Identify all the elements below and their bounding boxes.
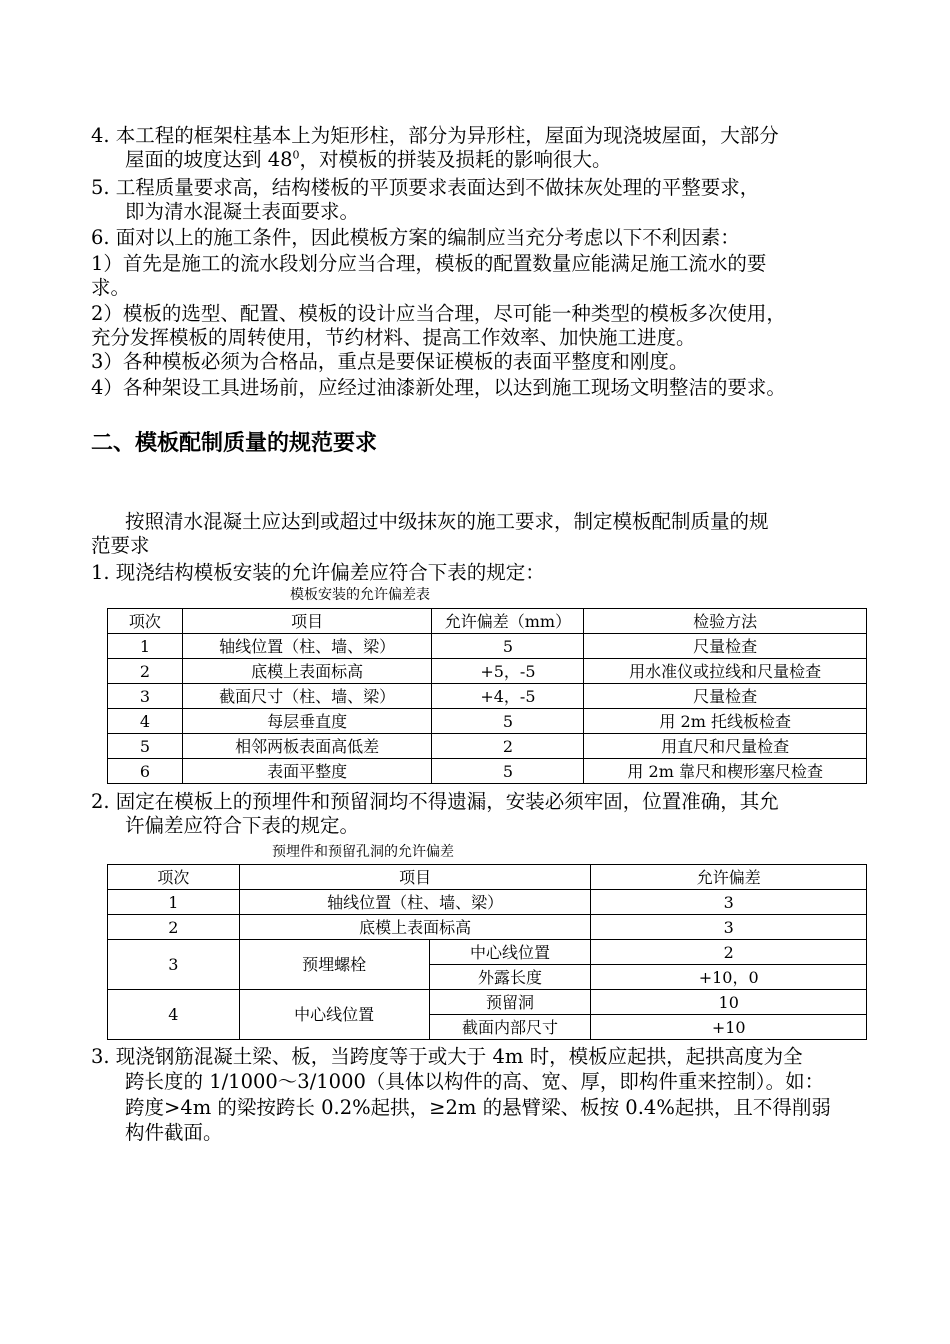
table-1-caption: 模板安装的允许偏差表 <box>290 587 430 603</box>
table-1-header-cell: 检验方法 <box>584 609 867 634</box>
table-2 <box>107 864 867 1040</box>
table-1 <box>107 608 867 784</box>
table-cell: 5 <box>108 734 183 759</box>
table-cell: 2 <box>108 915 240 940</box>
table-cell: +5，-5 <box>432 659 584 684</box>
table-cell: 中心线位置 <box>429 940 591 965</box>
table-cell: +10 <box>591 1015 867 1040</box>
factor-1-line-2: 求。 <box>91 276 131 299</box>
table-2-header-cell: 允许偏差 <box>591 865 867 890</box>
table-1-header-cell: 项次 <box>108 609 183 634</box>
table-cell: 外露长度 <box>429 965 591 990</box>
item-4-line-1: 4. 本工程的框架柱基本上为矩形柱，部分为异形柱，屋面为现浇坡屋面，大部分 <box>91 124 779 147</box>
factor-3: 3）各种模板必须为合格品，重点是要保证模板的表面平整度和刚度。 <box>91 350 689 373</box>
table-cell: 截面内部尺寸 <box>429 1015 591 1040</box>
table-cell: 6 <box>108 759 183 784</box>
table-row <box>108 759 867 784</box>
table-cell: 4 <box>108 709 183 734</box>
table-row <box>108 684 867 709</box>
item-2-line-1: 2. 固定在模板上的预埋件和预留洞均不得遗漏，安装必须牢固，位置准确，其允 <box>91 790 779 813</box>
factor-4: 4）各种架设工具进场前，应经过油漆新处理，以达到施工现场文明整洁的要求。 <box>91 376 786 399</box>
table-row <box>108 990 867 1015</box>
table-cell: 截面尺寸（柱、墙、梁） <box>182 684 432 709</box>
table-cell: 2 <box>591 940 867 965</box>
degree-superscript: 0 <box>292 148 300 162</box>
item-4-line-2: 屋面的坡度达到 $48^0$，对模板的拼装及损耗的影响很大。 <box>125 148 612 171</box>
table-1-header-row <box>108 609 867 634</box>
factor-2-line-2: 充分发挥模板的周转使用，节约材料、提高工作效率、加快施工进度。 <box>91 326 696 349</box>
table-2-header-row <box>108 865 867 890</box>
table-cell: 1 <box>108 890 240 915</box>
table-cell: 10 <box>591 990 867 1015</box>
table-row <box>108 915 867 940</box>
intro-line-2: 范要求 <box>91 534 150 557</box>
table-row <box>108 709 867 734</box>
table-cell: 用水准仪或拉线和尺量检查 <box>584 659 867 684</box>
table-cell: 底模上表面标高 <box>182 659 432 684</box>
intro-line-1: 按照清水混凝土应达到或超过中级抹灰的施工要求，制定模板配制质量的规 <box>125 510 769 533</box>
section-heading: 二、模板配制质量的规范要求 <box>91 431 378 456</box>
table-cell: 2 <box>108 659 183 684</box>
table-2-header-cell: 项次 <box>108 865 240 890</box>
table-cell: 3 <box>108 684 183 709</box>
table-cell: 中心线位置 <box>239 990 429 1040</box>
table-cell: 用直尺和尺量检查 <box>584 734 867 759</box>
table-row <box>108 890 867 915</box>
item-5-line-2: 即为清水混凝土表面要求。 <box>125 200 360 223</box>
table-1-header-cell: 允许偏差（mm） <box>432 609 584 634</box>
table-cell: 用 2m 靠尺和楔形塞尺检查 <box>584 759 867 784</box>
table-cell: 5 <box>432 634 584 659</box>
table-cell: 3 <box>108 940 240 990</box>
table-cell: 5 <box>432 709 584 734</box>
table-row <box>108 940 867 965</box>
factor-1-line-1: 1）首先是施工的流水段划分应当合理，模板的配置数量应能满足施工流水的要 <box>91 252 767 275</box>
table-cell: 1 <box>108 634 183 659</box>
table-cell: 尺量检查 <box>584 684 867 709</box>
table-cell: +4，-5 <box>432 684 584 709</box>
table-cell: 相邻两板表面高低差 <box>182 734 432 759</box>
table-cell: 轴线位置（柱、墙、梁） <box>182 634 432 659</box>
item-6-line-1: 6. 面对以上的施工条件，因此模板方案的编制应当充分考虑以下不利因素： <box>91 226 740 249</box>
table-1-header-cell: 项目 <box>182 609 432 634</box>
table-row <box>108 734 867 759</box>
table-cell: 5 <box>432 759 584 784</box>
item-2-line-2: 许偏差应符合下表的规定。 <box>125 814 360 837</box>
item-3-line-3: 跨度>4m 的梁按跨长 0.2%起拱，≥2m 的悬臂梁、板按 0.4%起拱，且不得削弱 <box>125 1096 831 1119</box>
table-2-header-cell: 项目 <box>239 865 591 890</box>
table-row <box>108 634 867 659</box>
table-cell: 3 <box>591 915 867 940</box>
factor-2-line-1: 2）模板的选型、配置、模板的设计应当合理，尽可能一种类型的模板多次使用， <box>91 302 786 325</box>
item-3-line-1: 3. 现浇钢筋混凝土梁、板，当跨度等于或大于 4m 时，模板应起拱，起拱高度为全 <box>91 1045 803 1068</box>
item-3-line-2: 跨长度的 1/1000～3/1000（具体以构件的高、宽、厚，即构件重来控制）。如： <box>125 1070 825 1093</box>
table-cell: 4 <box>108 990 240 1040</box>
table-cell: 预埋螺栓 <box>239 940 429 990</box>
table-cell: 表面平整度 <box>182 759 432 784</box>
table-cell: 用 2m 托线板检查 <box>584 709 867 734</box>
table-cell: 预留洞 <box>429 990 591 1015</box>
item-3-line-4: 构件截面。 <box>125 1121 223 1144</box>
table-row <box>108 659 867 684</box>
table-cell: 轴线位置（柱、墙、梁） <box>239 890 591 915</box>
table-cell: 尺量检查 <box>584 634 867 659</box>
table-cell: 3 <box>591 890 867 915</box>
item-1-text: 1. 现浇结构模板安装的允许偏差应符合下表的规定： <box>91 561 545 584</box>
table-cell: +10，0 <box>591 965 867 990</box>
table-cell: 底模上表面标高 <box>239 915 591 940</box>
table-cell: 2 <box>432 734 584 759</box>
item-5-line-1: 5. 工程质量要求高，结构楼板的平顶要求表面达到不做抹灰处理的平整要求， <box>91 176 760 199</box>
table-cell: 每层垂直度 <box>182 709 432 734</box>
table-2-caption: 预埋件和预留孔洞的允许偏差 <box>272 844 454 860</box>
